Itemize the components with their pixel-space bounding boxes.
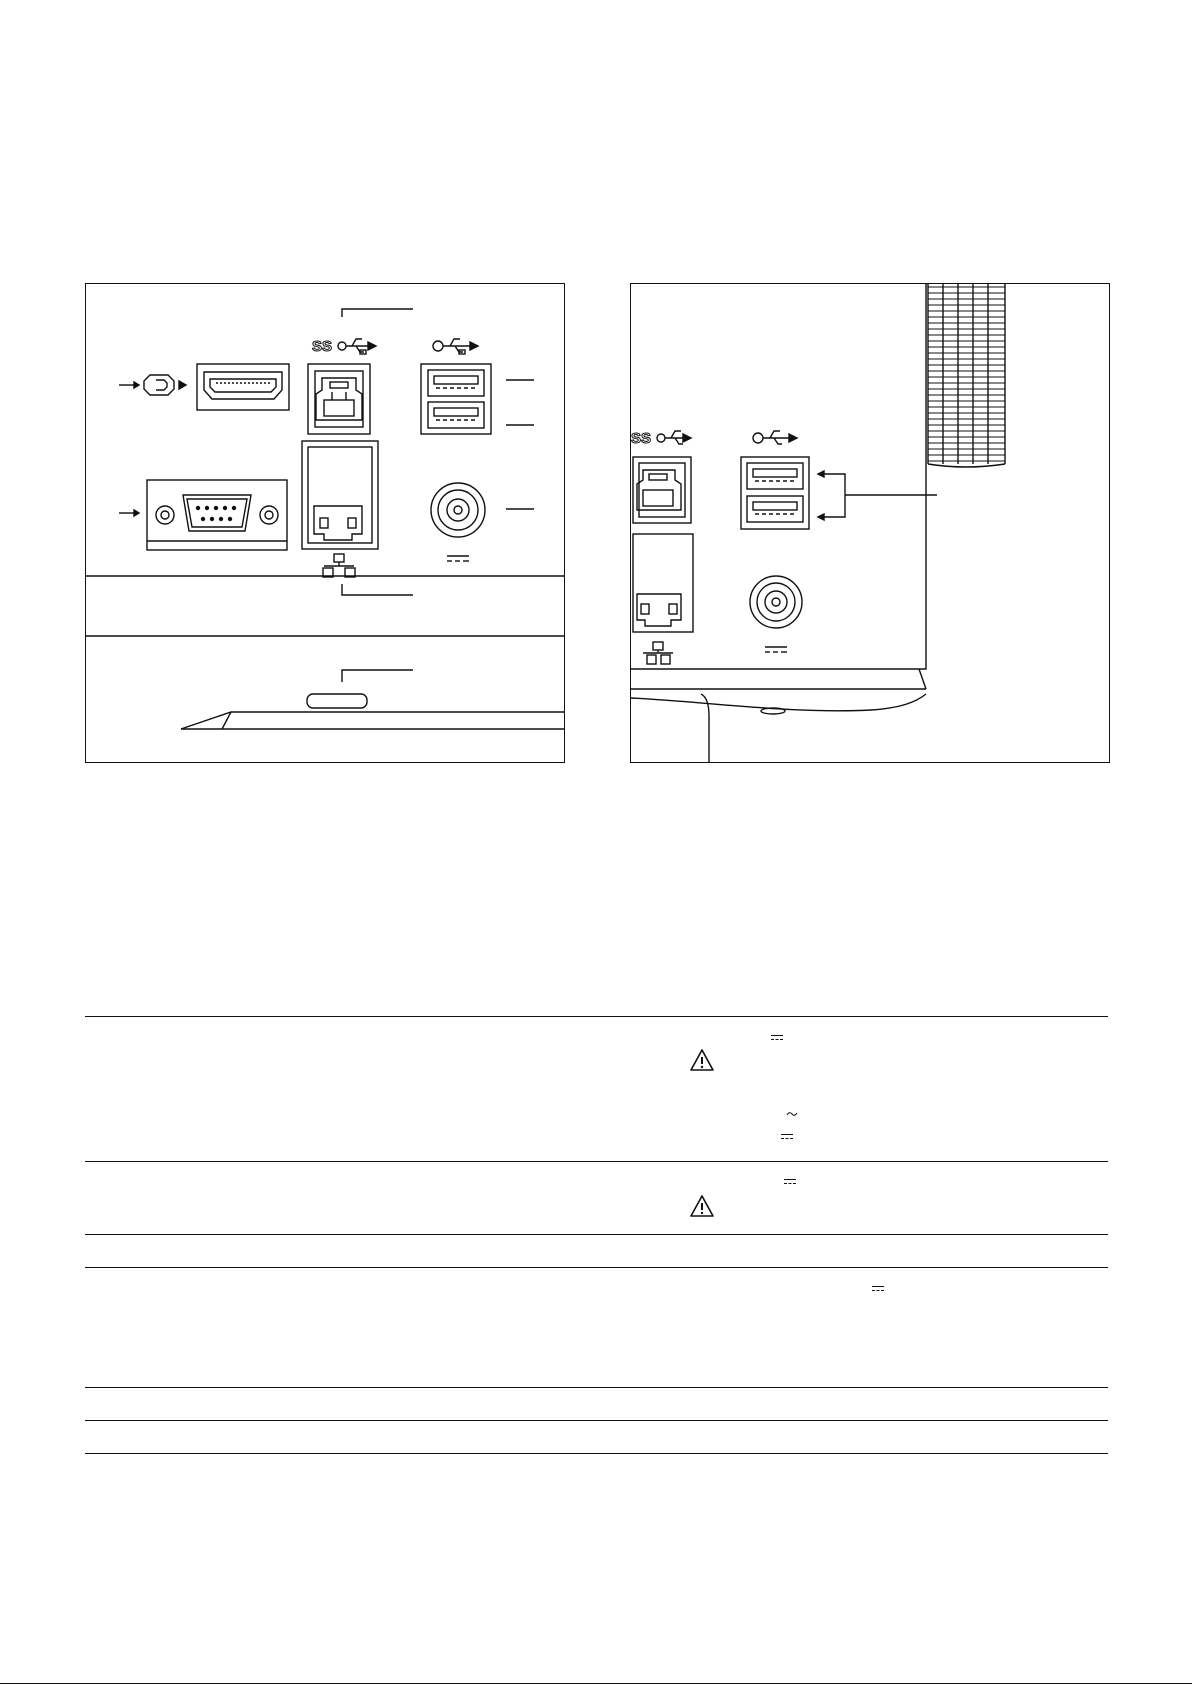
table-rule bbox=[85, 1161, 1108, 1162]
dc-power-jack bbox=[750, 576, 802, 628]
table-rule bbox=[85, 1387, 1108, 1388]
base-edge-line bbox=[181, 712, 564, 729]
callout-arrowhead bbox=[134, 382, 139, 388]
dc-symbol-icon bbox=[783, 1178, 797, 1186]
connector-panel-figure bbox=[85, 283, 565, 763]
heatsink-fins bbox=[928, 284, 1005, 467]
usb-icon bbox=[753, 431, 797, 444]
usb-icon bbox=[433, 339, 478, 354]
latch-button bbox=[307, 694, 367, 708]
usb-3-type-b-port bbox=[308, 364, 370, 434]
side-view-drawing bbox=[631, 284, 1109, 762]
dc-symbol-icon bbox=[770, 1034, 784, 1042]
table-rule bbox=[85, 1267, 1108, 1268]
svg-text:SS: SS bbox=[631, 430, 652, 447]
table-rule bbox=[85, 1016, 1108, 1017]
ethernet-port bbox=[633, 534, 693, 632]
connector-panel-drawing bbox=[86, 284, 564, 762]
dc-power-jack bbox=[431, 483, 485, 537]
usb-superspeed-icon bbox=[312, 338, 376, 355]
warning-icon bbox=[689, 1048, 715, 1072]
warning-icon bbox=[689, 1194, 715, 1218]
callout-line bbox=[342, 309, 413, 317]
network-icon bbox=[323, 554, 355, 577]
displayport-icon bbox=[144, 375, 186, 395]
usb-superspeed-icon bbox=[631, 430, 691, 447]
dc-symbol-icon bbox=[765, 647, 787, 652]
svg-text:SS: SS bbox=[312, 338, 333, 355]
table-rule bbox=[85, 1453, 1108, 1454]
callout-line bbox=[342, 670, 413, 682]
side-view-figure bbox=[630, 283, 1110, 763]
dual-usb-a-port bbox=[741, 457, 809, 529]
callout-arrowhead bbox=[134, 510, 139, 516]
ethernet-port bbox=[302, 441, 378, 549]
table-rule bbox=[85, 1420, 1108, 1421]
callout-line bbox=[342, 584, 413, 595]
dc-symbol-icon bbox=[871, 1285, 885, 1293]
usb-3-type-b-port bbox=[633, 457, 691, 523]
ac-symbol-icon bbox=[786, 1110, 798, 1118]
serial-port bbox=[147, 480, 287, 550]
page-bottom-rule bbox=[0, 1683, 1192, 1684]
dc-symbol-icon bbox=[447, 556, 469, 561]
table-rule bbox=[85, 1234, 1108, 1235]
dc-symbol-icon bbox=[780, 1133, 794, 1141]
dual-usb-a-port bbox=[421, 364, 491, 434]
hdmi-port bbox=[197, 364, 289, 410]
callout-bracket bbox=[818, 471, 937, 520]
network-icon bbox=[643, 642, 673, 664]
